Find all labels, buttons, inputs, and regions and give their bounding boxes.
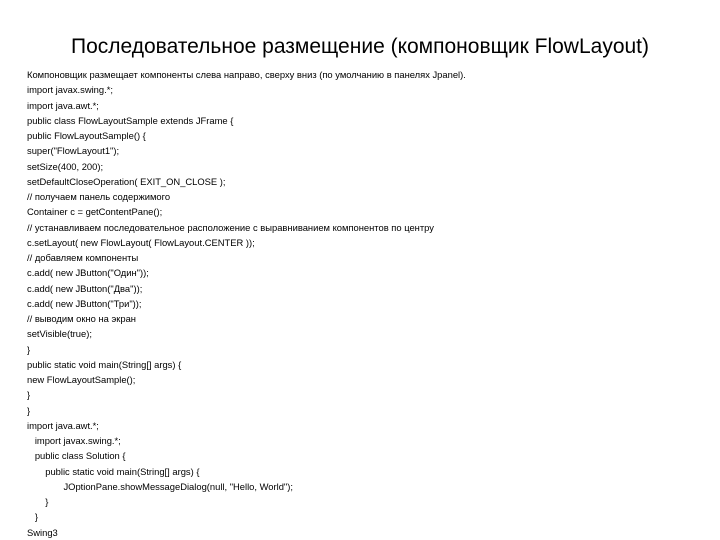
code-line: c.add( new JButton("Два")); (27, 282, 143, 294)
code-line: setDefaultCloseOperation( EXIT_ON_CLOSE ); (27, 175, 226, 187)
code-line: super("FlowLayout1"); (27, 145, 120, 157)
code-line: public FlowLayoutSample() { (27, 130, 146, 141)
code-comment-line: // добавляем компоненты (27, 252, 139, 263)
code-line: public static void main(String[] args) { (27, 358, 182, 370)
code-line: } (27, 343, 31, 355)
slide-title: Последовательное размещение (компоновщик FlowLayout) (70, 35, 650, 58)
code-line: JOptionPane.showMessageDialog(null, "Hello, World"); (27, 480, 293, 492)
code-line: import java.awt.*; (27, 99, 99, 111)
code-line: import java.awt.*; (27, 419, 99, 431)
code-line: setVisible(true); (27, 328, 92, 340)
code-line: public class FlowLayoutSample extends JFrame { (27, 114, 234, 126)
code-comment-line: // получаем панель содержимого (27, 191, 171, 202)
code-comment-line: // устанавливаем последовательное расположение с выравниванием компонентов по центру (27, 221, 434, 233)
code-line: Container c = getContentPane(); (27, 206, 163, 218)
code-line: public class Solution { (27, 450, 126, 462)
code-line: public static void main(String[] args) { (27, 465, 200, 477)
code-line: c.add( new JButton("Один")); (27, 267, 149, 279)
slide-body (27, 67, 707, 540)
body-line: Компоновщик размещает компоненты слева направо, сверху вниз (по умолчанию в панелях Jpanel). (27, 69, 466, 80)
code-line: import javax.swing.*; (27, 84, 113, 96)
code-comment-line: // выводим окно на экран (27, 313, 136, 324)
code-line: } (27, 389, 31, 401)
code-line: new FlowLayoutSample(); (27, 374, 136, 385)
code-line: setSize(400, 200); (27, 160, 104, 172)
code-line: c.add( new JButton("Три")); (27, 297, 142, 309)
footer-label: Swing3 (27, 526, 58, 538)
code-line: c.setLayout( new FlowLayout( FlowLayout.CENTER )); (27, 236, 255, 248)
code-line: } (27, 404, 31, 416)
code-line: } (27, 511, 38, 523)
code-line: } (27, 496, 49, 507)
code-line: import javax.swing.*; (27, 435, 121, 446)
